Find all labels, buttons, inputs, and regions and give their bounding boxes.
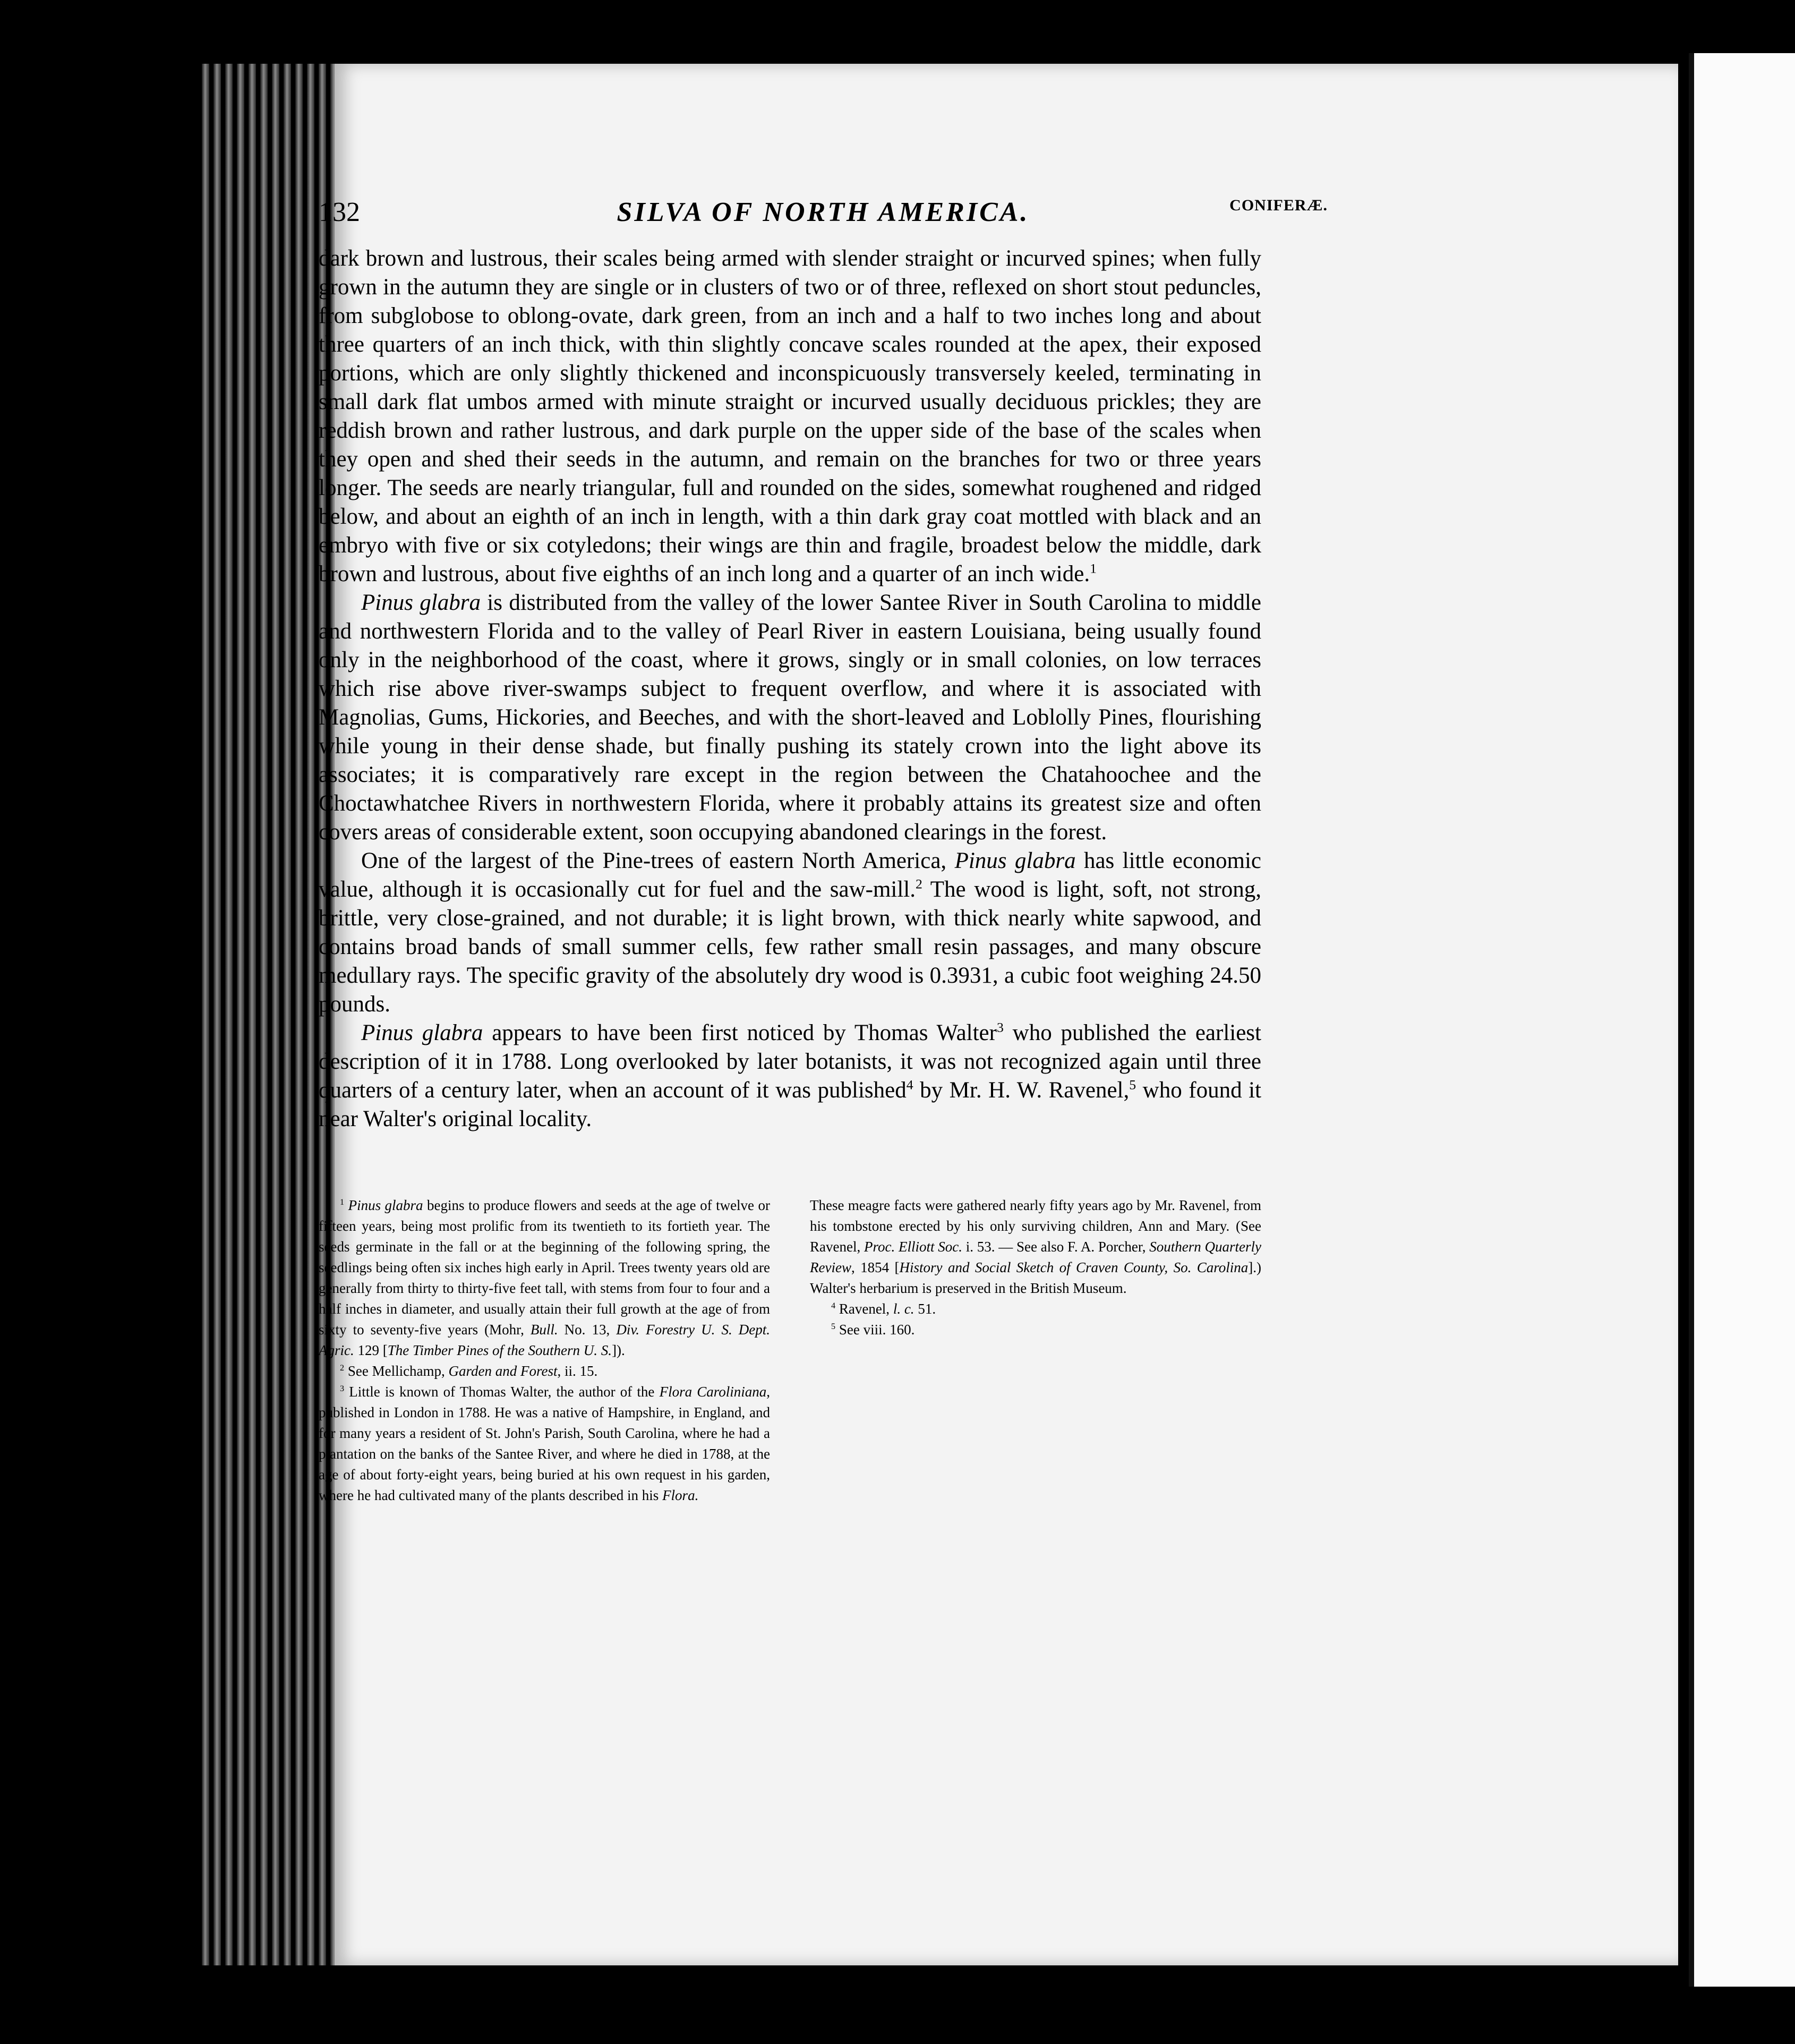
footnotes-left-column [319, 1195, 770, 1506]
page-number: 132 [319, 197, 360, 227]
page-title: SILVA OF NORTH AMERICA. [617, 197, 1030, 227]
paragraph-2: Pinus glabra is distributed from the valley of the lower Santee River in South Carolina to middle and northwestern Florida and to the valley of Pearl River in eastern Louisiana, being usually found only in the neighborhood of the coast, where it grows, singly or in small colonies, on low terraces which rise above river-swamps subject to frequent overflow, and where it is associated with Magnolias, Gums, Hickories, and Beeches, and with the short-leaved and Loblolly Pines, flourishing while young in their dense shade, but finally pushing its stately crown into the light above its associates; it is comparatively rare except in the region between the Chatahoochee and the Choctawhatchee Rivers in northwestern Florida, where it probably attains its greatest size and often covers areas of considerable extent, soon occupying abandoned clearings in the forest. [319, 590, 1261, 845]
footnote-3-continued: These meagre facts were gathered nearly fifty years ago by Mr. Ravenel, from his tombstone erected by his only surviving children, Ann and Mary. (See Ravenel, Proc. Elliott Soc. i. 53. — See also F. A. Porcher, Southern Quarterly Review, 1854 [History and Social Sketch of Craven County, So. Carolina].) Walter's herbarium is preserved in the British Museum. [810, 1197, 1261, 1296]
running-head [319, 197, 1328, 239]
footnote-4: $^4$ Ravenel, l. c. 51. [831, 1301, 936, 1317]
footnotes-right-column [810, 1195, 1261, 1506]
facing-page-edge [1689, 53, 1795, 1987]
section-name: CONIFERÆ. [1229, 197, 1328, 214]
footnote-5: $^5$ See viii. 160. [831, 1322, 915, 1338]
paragraph-4: Pinus glabra appears to have been first noticed by Thomas Walter$^3$ who published the earliest description of it in 1788. Long overlooked by later botanists, it was not recognized again until three quarters of a century later, when an account of it was published$^4$ by Mr. H. W. Ravenel,$^5$ who found it near Walter's original locality. [319, 1019, 1261, 1131]
footnote-2: $^2$ See Mellichamp, Garden and Forest, ii. 15. [340, 1363, 598, 1379]
body-text [319, 244, 1261, 1134]
footnote-1: $^1$ Pinus glabra begins to produce flowers and seeds at the age of twelve or fifteen years, being most prolific from its twentieth to its fortieth year. The seeds germinate in the fall or at the beginning of the following spring, the seedlings being often six inches high early in April. Trees twenty years old are generally from thirty to thirty-five feet tall, with stems from four to four and a half inches in diameter, and usually attain their full growth at the age of from sixty to seventy-five years (Mohr, Bull. No. 13, Div. Forestry U. S. Dept. Agric. 129 [The Timber Pines of the Southern U. S.]). [319, 1197, 770, 1358]
paragraph-3: One of the largest of the Pine-trees of eastern North America, Pinus glabra has little economic value, although it is occasionally cut for fuel and the saw-mill.$^2$ The wood is light, soft, not strong, brittle, very close-grained, and not durable; it is light brown, with thick nearly white sapwood, and contains broad bands of small summer cells, few rather small resin passages, and many obscure medullary rays. The specific gravity of the absolutely dry wood is 0.3931, a cubic foot weighing 24.50 pounds. [319, 848, 1261, 1017]
footnotes [319, 1195, 1261, 1506]
paragraph-1: dark brown and lustrous, their scales being armed with slender straight or incurved spines; when fully grown in the autumn they are single or in clusters of two or of three, reflexed on short stout peduncles, from subglobose to oblong-ovate, dark green, from an inch and a half to two inches long and about three quarters of an inch thick, with thin slightly concave scales rounded at the apex, their exposed portions, which are only slightly thickened and inconspicuously transversely keeled, terminating in small dark flat umbos armed with minute straight or incurved usually deciduous prickles; they are reddish brown and rather lustrous, and dark purple on the upper side of the base of the scales when they open and shed their seeds in the autumn, and remain on the branches for two or three years longer. The seeds are nearly triangular, full and rounded on the sides, somewhat roughened and ridged below, and about an eighth of an inch in length, with a thin dark gray coat mottled with black and an embryo with five or six cotyledons; their wings are thin and fragile, broadest below the middle, dark brown and lustrous, about five eighths of an inch long and a quarter of an inch wide.$^1$ [319, 246, 1261, 586]
footnote-3-start: $^3$ Little is known of Thomas Walter, the author of the Flora Caroliniana, published in London in 1788. He was a native of Hampshire, in England, and for many years a resident of St. John's Parish, South Carolina, where he had a plantation on the banks of the Santee River, and where he died in 1788, at the age of about forty-eight years, being buried at his own request in his garden, where he had cultivated many of the plants described in his Flora. [319, 1384, 770, 1503]
